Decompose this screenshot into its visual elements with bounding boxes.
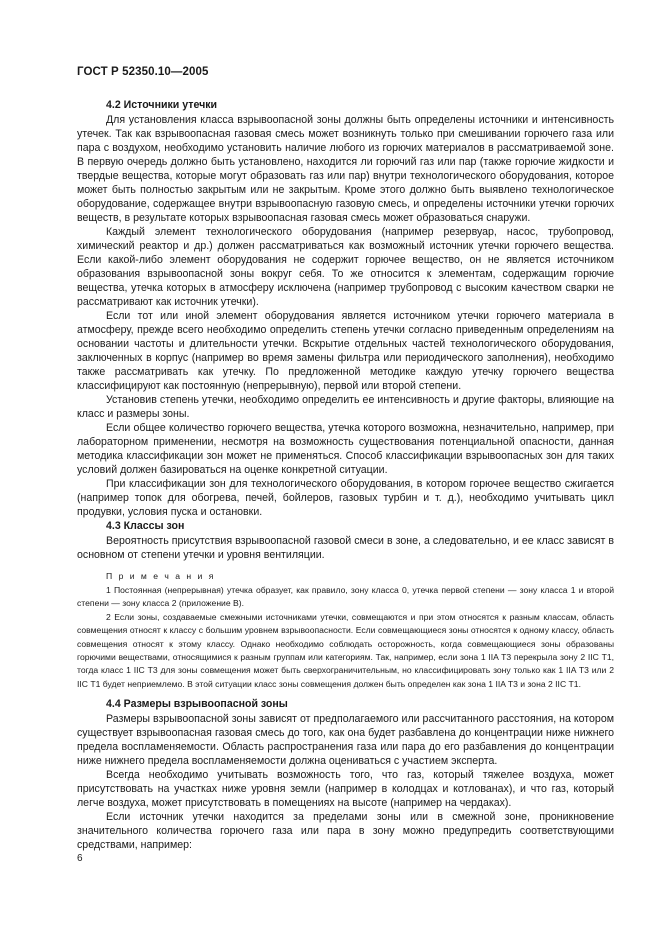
note-item: 2 Если зоны, создаваемые смежными источниками утечки, совмещаются и при этом относятся к разным классам, область совмещения относят к классу с большим уровнем взрывоопасности. Если совмещающиеся зоны относятся к одному классу, область совмещения относят к этому классу. Однако необходимо соблюдать осторожность, когда совмещающиеся зоны образованы горючими веществами, относящимися к разным группам или категориям. Так, например, если зона 1 IIA Т3 перекрыла зону 2 IIC Т1, тогда класс 1 IIC Т3 для зоны совмещения может быть сверхограничительным, но классифицировать зону только как 1 IIA Т3 или 2 IIC Т1 будет неприемлемо. В этой ситуации класс зоны совмещения должен быть определен как зона 1 IIA Т3 и зона 2 IIC Т1.: [77, 611, 614, 689]
section-heading-4-2: 4.2 Источники утечки: [106, 99, 218, 111]
paragraph: Установив степень утечки, необходимо определить ее интенсивность и другие факторы, влияющие на класс и размеры зоны.: [77, 394, 614, 420]
paragraph: Если источник утечки находится за пределами зоны или в смежной зоне, проникновение значительного количества горючего газа или пара в зону можно предупредить соответствующими средствами, например:: [77, 811, 614, 852]
notes-block: [77, 570, 614, 691]
section-heading-4-4: 4.4 Размеры взрывоопасной зоны: [106, 698, 288, 711]
document-body: [77, 98, 614, 852]
note-item: 1 Постоянная (непрерывная) утечка образует, как правило, зону класса 0, утечка первой степени — зону класса 1 и второй степени — зону класса 2 (приложение В).: [77, 585, 614, 609]
paragraph: При классификации зон для технологического оборудования, в котором горючее вещество сжигается (например топок для обогрева, печей, бойлеров, газовых турбин и т. д.), необходимо учитывать цикл продувки, условия пуска и остановки.: [77, 478, 614, 518]
paragraph: Размеры взрывоопасной зоны зависят от предполагаемого или рассчитанного расстояния, на котором существует взрывоопасная газовая смесь до того, как она будет разбавлена до концентрации ниже нижнего предела воспламеняемости. Область распространения газа или пара до его разбавления до концентрации ниже нижнего предела воспламеняемости должна оцениваться с участием эксперта.: [77, 713, 614, 768]
document-header: ГОСТ Р 52350.10—2005: [77, 66, 209, 78]
paragraph: Всегда необходимо учитывать возможность того, что газ, который тяжелее воздуха, может присутствовать на участках ниже уровня земли (например в колодцах и котлованах), и что газ, который легче воздуха, может присутствовать в помещениях на высоте (например на чердаках).: [77, 769, 614, 810]
paragraph: Если общее количество горючего вещества, утечка которого возможна, незначительно, например, при лабораторном применении, несмотря на возможность существования потенциальной опасности, данная методика классификации зон может не применяться. Способ классификации взрывоопасных зон для таких условий должен базироваться на оценке конкретной ситуации.: [77, 422, 614, 476]
section-heading-4-3: 4.3 Классы зон: [106, 520, 185, 532]
paragraph: Вероятность присутствия взрывоопасной газовой смеси в зоне, а следовательно, и ее класс зависят в основном от степени утечки и уровня вентиляции.: [77, 535, 614, 561]
paragraph: Для установления класса взрывоопасной зоны должны быть определены источники и интенсивность утечек. Так как взрывоопасная газовая смесь может возникнуть только при смешивании горючего газа или пара с воздухом, необходимо установить наличие любого из горючих материалов в рассматриваемой зоне. В первую очередь должно быть установлено, находится ли горючий газ или пар (также горючие жидкости и твердые вещества, которые могут образовать газ или пар) внутри технологического оборудования, которое может быть полностью закрытым или не закрытым. Кроме этого должно быть выявлено технологическое оборудование, содержащее внутри взрывоопасную газовую смесь, и определены источники утечки горючих веществ, в результате которых взрывоопасная газовая смесь может образоваться снаружи.: [77, 114, 614, 224]
notes-title: П р и м е ч а н и я: [106, 571, 216, 581]
paragraph: Каждый элемент технологического оборудования (например резервуар, насос, трубопровод, химический реактор и др.) должен рассматриваться как возможный источник утечки горючего вещества. Если какой-либо элемент оборудования не содержит горючее вещество, он не является источником образования взрывоопасной зоны вокруг себя. То же относится к элементам, содержащим горючие вещества, утечка которых в атмосферу исключена (например трубопровод с высоким качеством сварки не рассматривают как источник утечки).: [77, 226, 614, 308]
page-number: 6: [77, 853, 83, 864]
paragraph: Если тот или иной элемент оборудования является источником утечки горючего материала в атмосферу, прежде всего необходимо определить степень утечки согласно приведенным определениям на основании частоты и длительности утечки. Вскрытие отдельных частей технологического оборудования, заключенных в корпус (например во время замены фильтра или периодического заполнения), необходимо также рассматривать как утечку. По предложенной методике каждую утечку горючего вещества классифицируют как постоянную (непрерывную), первой или второй степени.: [77, 310, 614, 392]
